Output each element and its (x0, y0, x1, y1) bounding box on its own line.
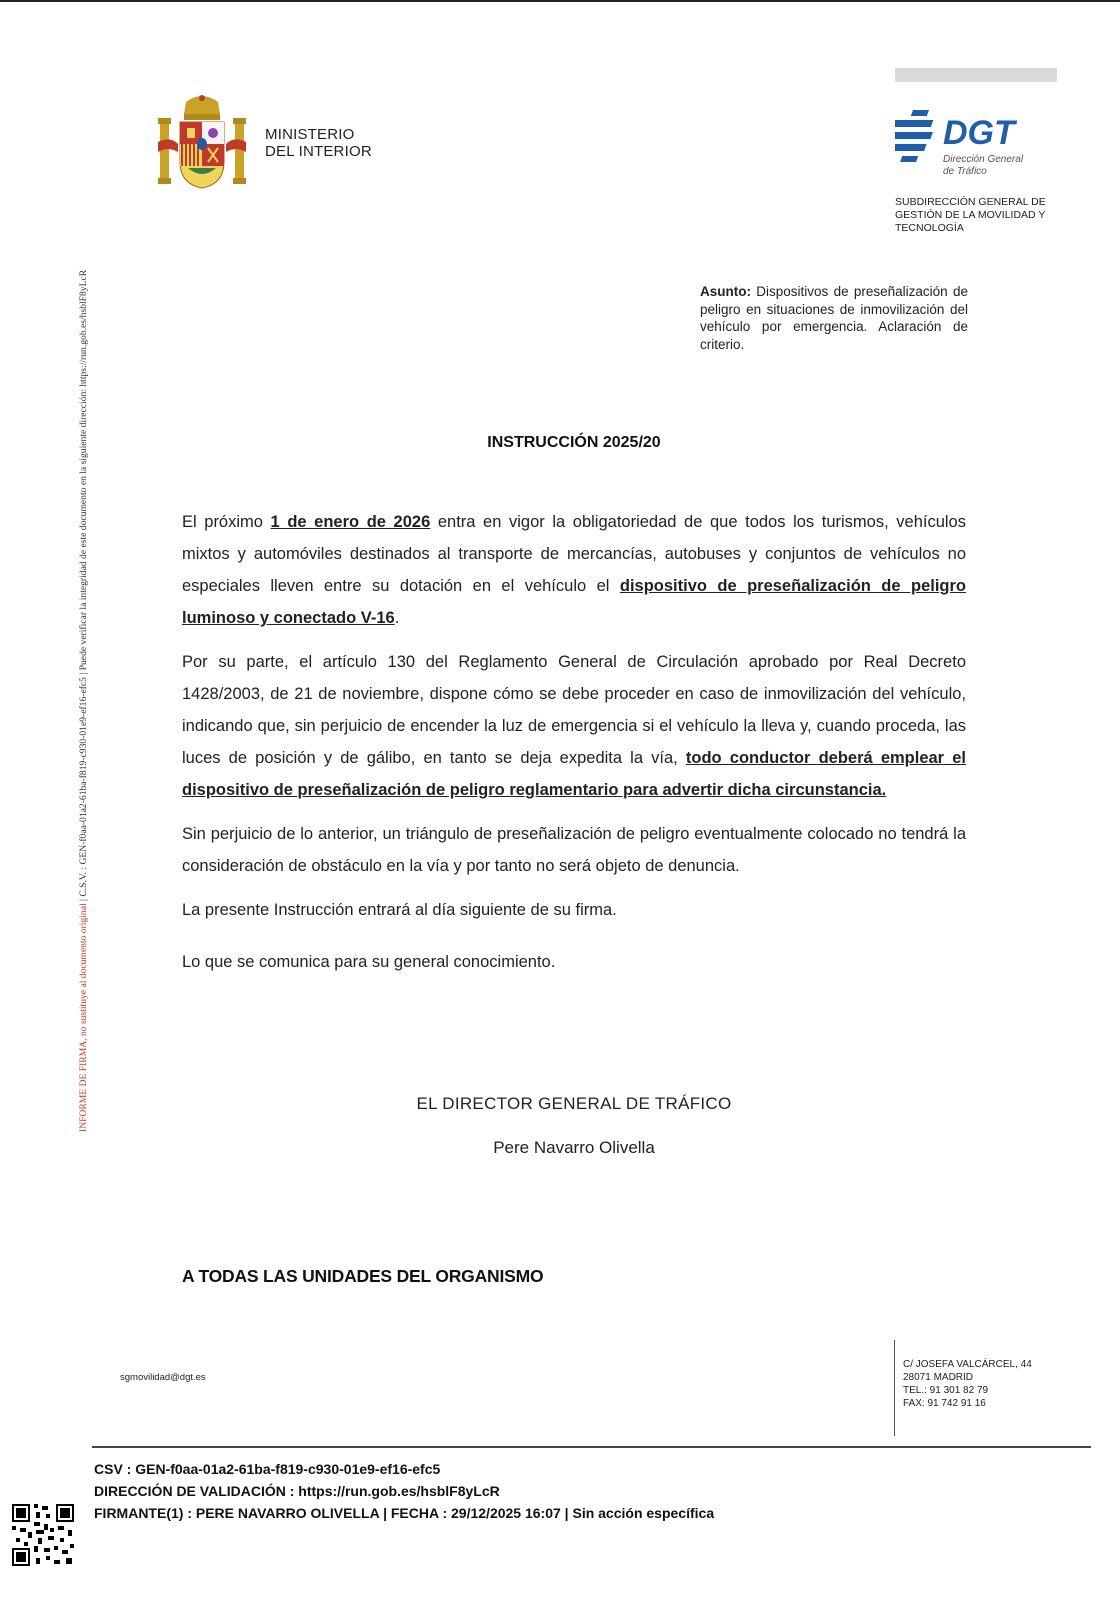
document-body (182, 506, 966, 990)
address-line2: 28071 MADRID (903, 1372, 974, 1383)
top-border (0, 0, 1120, 2)
address-line4: FAX: 91 742 91 16 (903, 1398, 986, 1409)
paragraph-2 (182, 646, 966, 806)
paragraph-5: Lo que se comunica para su general conocimiento. (182, 953, 556, 971)
p1-date: 1 de enero de 2026 (270, 513, 431, 531)
footer-address (903, 1358, 1032, 1410)
dgt-logo-sub2: de Tráfico (943, 166, 987, 177)
ministerio-label (265, 126, 372, 160)
ministerio-line2: DEL INTERIOR (265, 143, 372, 160)
ministerio-line1: MINISTERIO (265, 126, 355, 143)
p2-text-a: Por su parte, el artículo 130 del Reglamento General de Circulación aprobado por Real Decreto 1428/2003, de 21 de noviembre, dispone cómo se debe proceder en caso de inmovilización del vehículo, indicando que, sin perjuicio de encender la luz de emergencia si el vehículo la lleva y, cuando proceda, las luces de posición y de gálibo, en tanto se deja expedita la vía, (182, 653, 966, 767)
document-title: INSTRUCCIÓN 2025/20 (487, 434, 661, 451)
signature-name: Pere Navarro Olivella (493, 1138, 655, 1157)
validation-url: DIRECCIÓN DE VALIDACIÓN : https://run.gob.es/hsblF8yLcR (94, 1483, 500, 1499)
p1-device: dispositivo de preseñalización de peligro luminoso y conectado V-16 (182, 577, 967, 627)
redaction-bar (895, 68, 1057, 82)
address-line3: TEL.: 91 301 82 79 (903, 1385, 989, 1396)
side-verification-note (78, 92, 89, 1132)
csv-code: CSV : GEN-f0aa-01a2-61ba-f819-c930-01e9-ef16-efc5 (94, 1461, 441, 1477)
p1-text-c: entra en vigor la obligatoriedad de que todos los turismos, vehículos mixtos y automóviles destinados al transporte de mercancías, autobuses y conjuntos de vehículos no especiales lleven entre su dotación en el vehículo el (182, 513, 966, 595)
side-note-warning: INFORME DE FIRMA, no sustituye al documento original (78, 903, 89, 1132)
asunto-block (700, 283, 968, 353)
side-note-csv: | C.S.V. : GEN-f0aa-01a2-61ba-f819-c930-01e9-ef16-efc5 | Puede verificar la integridad de este documento en la siguiente dirección: https://run.gob.es/hsblF8yLcR (78, 269, 89, 904)
p1-text-a: El próximo (182, 513, 271, 531)
dgt-logo (895, 110, 1030, 180)
dgt-logo-text: DGT (943, 114, 1015, 152)
address-line1: C/ JOSEFA VALCÁRCEL, 44 (903, 1359, 1032, 1370)
signer-info: FIRMANTE(1) : PERE NAVARRO OLIVELLA | FECHA : 29/12/2025 16:07 | Sin acción específica (94, 1505, 715, 1521)
qr-code-icon (10, 1502, 76, 1568)
subdireccion-line1: SUBDIRECCIÓN GENERAL DE (895, 196, 1046, 208)
recipients: A TODAS LAS UNIDADES DEL ORGANISMO (182, 1266, 544, 1286)
paragraph-3: Sin perjuicio de lo anterior, un triángulo de preseñalización de peligro eventualmente colocado no tendrá la consideración de obstáculo en la vía y por tanto no será objeto de denuncia. (182, 825, 966, 875)
address-divider (894, 1340, 895, 1436)
p2-emphasis: todo conductor deberá emplear el dispositivo de preseñalización de peligro reglamentario para advertir dicha circunstancia. (182, 749, 966, 799)
footer-email: sgmovilidad@dgt.es (120, 1372, 206, 1383)
spain-coat-of-arms-icon (158, 92, 246, 192)
paragraph-4: La presente Instrucción entrará al día siguiente de su firma. (182, 901, 617, 919)
subdireccion-label (895, 196, 1046, 235)
paragraph-1 (182, 506, 966, 634)
asunto-label: Asunto: (700, 284, 751, 299)
subdireccion-line2: GESTIÓN DE LA MOVILIDAD Y (895, 209, 1046, 221)
footer-rule (92, 1446, 1091, 1448)
p1-text-e: . (394, 609, 400, 627)
dgt-logo-sub1: Dirección General (943, 154, 1024, 165)
csv-block (94, 1458, 714, 1524)
signature-role: EL DIRECTOR GENERAL DE TRÁFICO (416, 1094, 732, 1113)
asunto-text: Dispositivos de preseñalización de peligro en situaciones de inmovilización del vehículo por emergencia. Aclaración de criterio. (700, 284, 968, 352)
subdireccion-line3: TECNOLOGÍA (895, 222, 964, 234)
